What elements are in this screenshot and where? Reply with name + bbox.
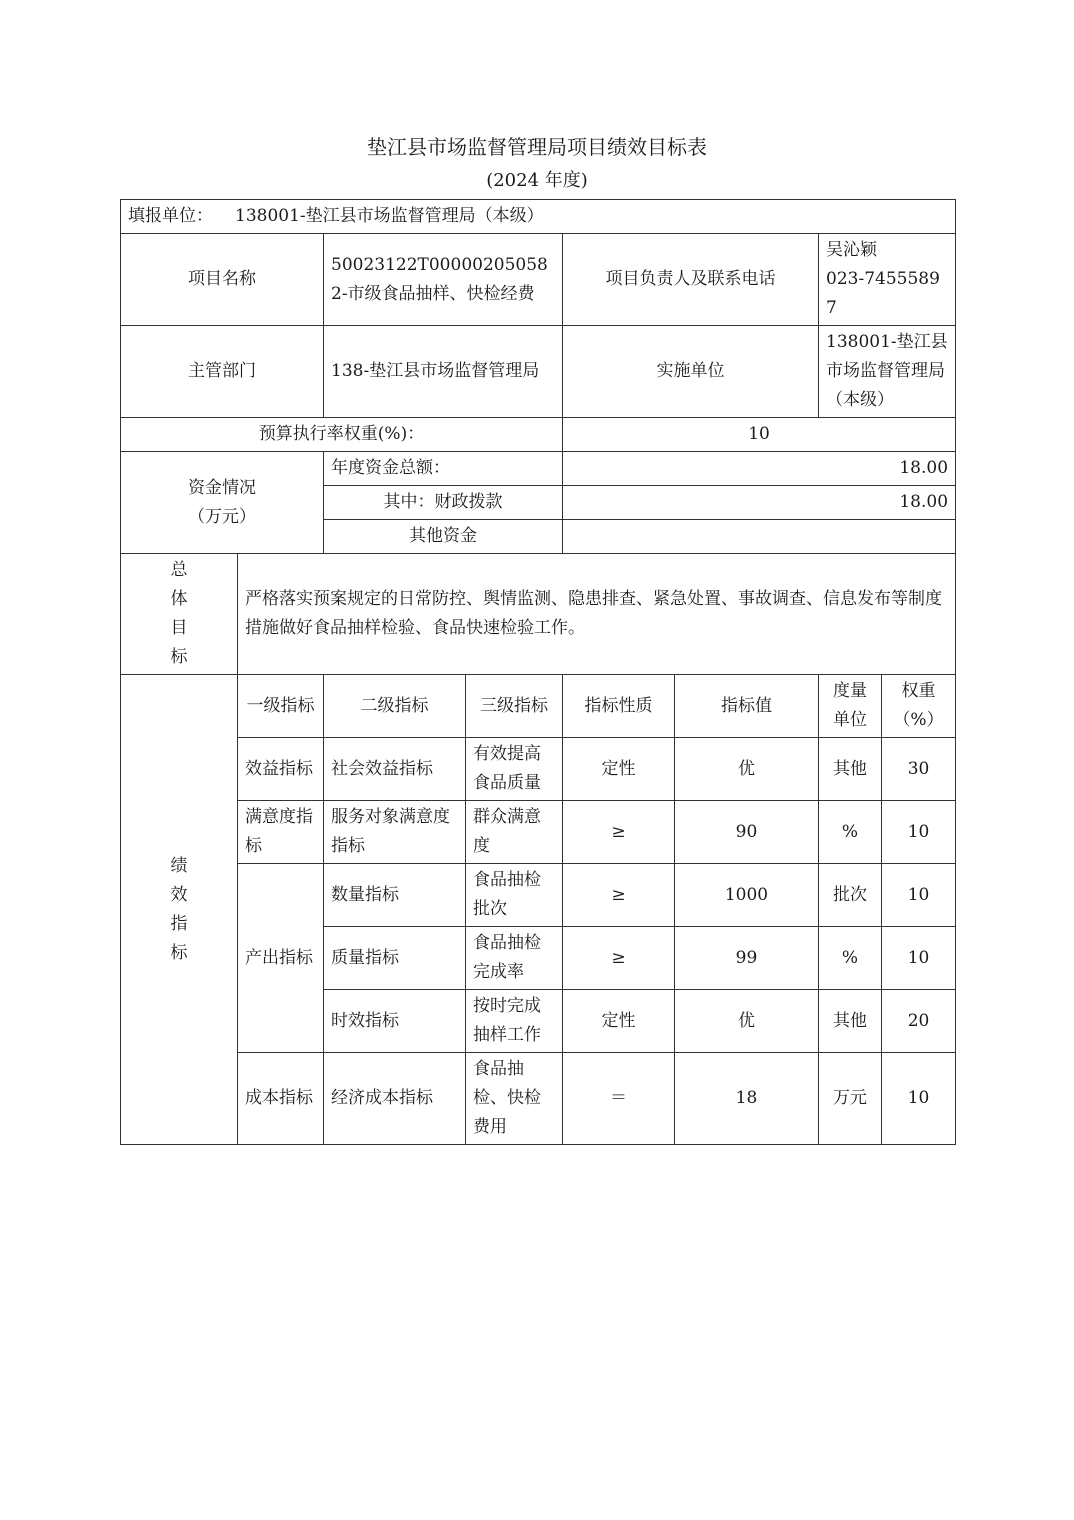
cell-weight: 10 (882, 1053, 956, 1145)
cell-l1: 成本指标 (238, 1053, 324, 1145)
cell-l3: 群众满意度 (466, 801, 563, 864)
vertical-label-char: 总 (170, 560, 188, 580)
cell-weight: 30 (882, 738, 956, 801)
unit-cell (121, 200, 956, 234)
header-level1: 一级指标 (238, 675, 324, 738)
cell-l3: 有效提高食品质量 (466, 738, 563, 801)
cell-l2: 社会效益指标 (324, 738, 466, 801)
cell-weight: 10 (882, 801, 956, 864)
header-level3: 三级指标 (466, 675, 563, 738)
header-unit: 度量单位 (819, 675, 882, 738)
vertical-label-char: 绩 (170, 855, 188, 876)
indicator-header-row (121, 675, 956, 738)
indicators-section-text (128, 852, 230, 968)
cell-l1: 满意度指标 (238, 801, 324, 864)
cell-weight: 20 (882, 990, 956, 1053)
cell-unit: 其他 (819, 990, 882, 1053)
cell-value: 99 (675, 927, 819, 990)
vertical-label-char: 指 (170, 913, 188, 934)
project-row (121, 234, 956, 326)
unit-row (121, 200, 956, 234)
cell-nature: 定性 (563, 990, 675, 1053)
header-nature: 指标性质 (563, 675, 675, 738)
page-subtitle-year: (2024 年度) (486, 170, 588, 191)
contact-phone: 023-74555897 (826, 269, 940, 318)
cell-unit: % (819, 927, 882, 990)
cell-l3: 食品抽检完成率 (466, 927, 563, 990)
dept-label: 主管部门 (121, 326, 324, 418)
funds-total-value: 18.00 (563, 452, 956, 486)
budget-value: 10 (563, 418, 956, 452)
funds-label-line1: 资金情况 (188, 477, 256, 498)
cell-nature: ＝ (563, 1053, 675, 1145)
cell-unit: % (819, 801, 882, 864)
cell-nature: ≥ (563, 801, 675, 864)
table-row (121, 738, 956, 801)
goal-label (121, 554, 238, 675)
cell-unit: 其他 (819, 738, 882, 801)
cell-l2: 质量指标 (324, 927, 466, 990)
funds-other-value (563, 520, 956, 554)
goal-label-text (128, 556, 230, 672)
funds-label-line2: （万元） (188, 506, 256, 527)
cell-value: 18 (675, 1053, 819, 1145)
cell-l2: 经济成本指标 (324, 1053, 466, 1145)
goal-row (121, 554, 956, 675)
cell-unit: 万元 (819, 1053, 882, 1145)
cell-l3: 食品抽检批次 (466, 864, 563, 927)
budget-label: 预算执行率权重(%)： (121, 418, 563, 452)
cell-l2: 服务对象满意度指标 (324, 801, 466, 864)
cell-weight: 10 (882, 927, 956, 990)
funds-label (121, 452, 324, 554)
funds-fiscal-value: 18.00 (563, 486, 956, 520)
funds-total-label: 年度资金总额： (324, 452, 563, 486)
budget-row (121, 418, 956, 452)
table-row (121, 1053, 956, 1145)
funds-other-label: 其他资金 (324, 520, 563, 554)
impl-unit-value: 138001-垫江县市场监督管理局（本级） (819, 326, 956, 418)
cell-value: 1000 (675, 864, 819, 927)
cell-l1: 效益指标 (238, 738, 324, 801)
dept-row (121, 326, 956, 418)
impl-unit-label: 实施单位 (563, 326, 819, 418)
funds-fiscal-label: 其中：财政拨款 (324, 486, 563, 520)
unit-value: 138001-垫江县市场监督管理局（本级） (235, 206, 544, 226)
header-level2: 二级指标 (324, 675, 466, 738)
project-contact-cell (819, 234, 956, 326)
header-weight: 权重（%） (882, 675, 956, 738)
cell-nature: 定性 (563, 738, 675, 801)
indicators-section-label (121, 675, 238, 1145)
goal-text: 严格落实预案规定的日常防控、舆情监测、隐患排查、紧急处置、事故调查、信息发布等制度措施做好食品抽样检验、食品快速检验工作。 (238, 554, 956, 675)
cell-value: 优 (675, 990, 819, 1053)
table-row (121, 801, 956, 864)
page-title: 垫江县市场监督管理局项目绩效目标表 (367, 135, 707, 159)
cell-l3: 按时完成抽样工作 (466, 990, 563, 1053)
funds-total-row (121, 452, 956, 486)
project-name-value: 50023122T000002050582-市级食品抽样、快检经费 (324, 234, 563, 326)
header-value: 指标值 (675, 675, 819, 738)
cell-l1: 产出指标 (238, 864, 324, 1053)
cell-value: 90 (675, 801, 819, 864)
cell-l2: 时效指标 (324, 990, 466, 1053)
cell-nature: ≥ (563, 864, 675, 927)
table-row (121, 864, 956, 927)
dept-value: 138-垫江县市场监督管理局 (324, 326, 563, 418)
contact-name: 吴沁颖 (826, 240, 877, 260)
cell-unit: 批次 (819, 864, 882, 927)
unit-label: 填报单位： (128, 206, 213, 226)
project-name-label: 项目名称 (121, 234, 324, 326)
performance-goal-table (120, 199, 956, 1145)
vertical-label-char: 标 (170, 942, 188, 963)
cell-weight: 10 (882, 864, 956, 927)
cell-nature: ≥ (563, 927, 675, 990)
project-contact-label: 项目负责人及联系电话 (563, 234, 819, 326)
vertical-label-char: 标 (170, 647, 188, 667)
cell-value: 优 (675, 738, 819, 801)
vertical-label-char: 目 (170, 618, 188, 638)
vertical-label-char: 体 (170, 589, 188, 609)
cell-l3: 食品抽检、快检费用 (466, 1053, 563, 1145)
vertical-label-char: 效 (170, 884, 188, 905)
cell-l2: 数量指标 (324, 864, 466, 927)
